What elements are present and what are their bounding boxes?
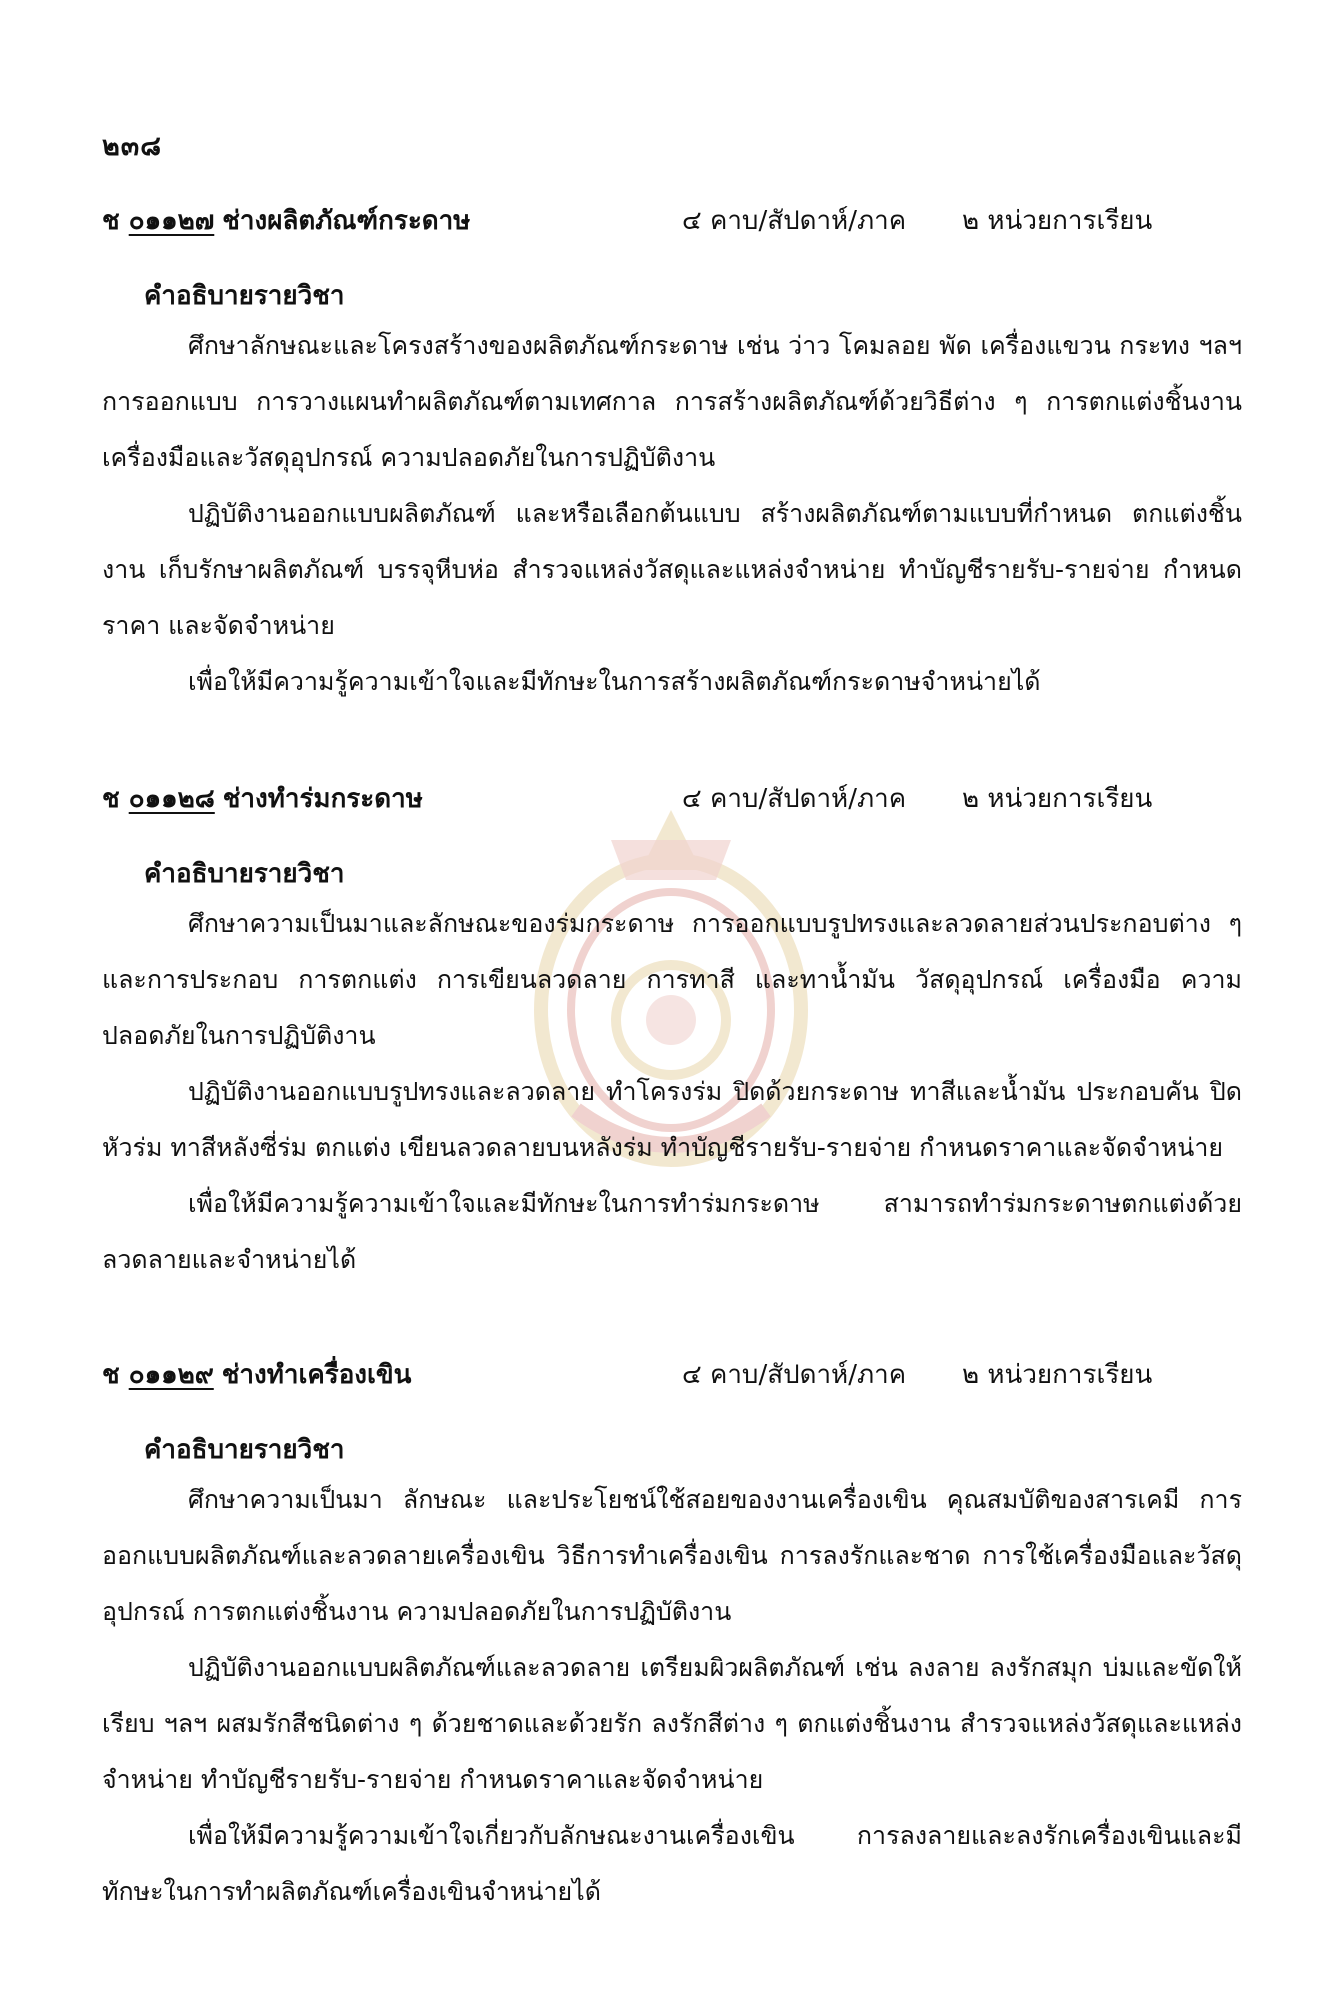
- description-paragraph: ปฏิบัติงานออกแบบรูปทรงและลวดลาย ทำโครงร่ม ปิดด้วยกระดาษ ทาสีและน้ำมัน ประกอบคัน ปิดหัวร่ม ทาสีหลังซี่ร่ม ตกแต่ง เขียนลวดลายบนหลังร่ม ทำบัญชีรายรับ-รายจ่าย กำหนดราคาและจัดจำหน่าย: [102, 1077, 1242, 1162]
- page-number: ๒๓๘: [102, 131, 163, 162]
- course-credits: ๒ หน่วยการเรียน: [962, 206, 1153, 236]
- course-block-2: [102, 778, 1242, 1288]
- description-paragraph: เพื่อให้มีความรู้ความเข้าใจและมีทักษะในการสร้างผลิตภัณฑ์กระดาษจำหน่ายได้: [188, 667, 1041, 696]
- course-code: ๐๑๑๒๗: [128, 206, 215, 236]
- description-paragraph: ปฏิบัติงานออกแบบผลิตภัณฑ์ และหรือเลือกต้นแบบ สร้างผลิตภัณฑ์ตามแบบที่กำหนด ตกแต่งชิ้นงาน เก็บรักษาผลิตภัณฑ์ บรรจุหีบห่อ สำรวจแหล่งวัสดุและแหล่งจำหน่าย ทำบัญชีรายรับ-รายจ่าย กำหนดราคา และจัดจำหน่าย: [102, 499, 1242, 640]
- course-credits: ๒ หน่วยการเรียน: [962, 1360, 1153, 1390]
- course-name: ช่างผลิตภัณฑ์กระดาษ: [222, 206, 471, 236]
- course-hours: ๔ คาบ/สัปดาห์/ภาค: [682, 784, 907, 814]
- course-name: ช่างทำเครื่องเขิน: [221, 1360, 412, 1390]
- course-code-prefix: ช: [102, 1360, 129, 1390]
- description-paragraph: ศึกษาความเป็นมาและลักษณะของร่มกระดาษ การออกแบบรูปทรงและลวดลายส่วนประกอบต่าง ๆ และการประกอบ การตกแต่ง การเขียนลวดลาย การทาสี และทาน้ำมัน วัสดุอุปกรณ์ เครื่องมือ ความปลอดภัยในการปฏิบัติงาน: [102, 909, 1242, 1050]
- description-title: คำอธิบายรายวิชา: [144, 1435, 345, 1465]
- description-paragraph: ศึกษาความเป็นมา ลักษณะ และประโยชน์ใช้สอยของงานเครื่องเขิน คุณสมบัติของสารเคมี การออกแบบผลิตภัณฑ์และลวดลายเครื่องเขิน วิธีการทำเครื่องเขิน การลงรักและชาด การใช้เครื่องมือและวัสดุอุปกรณ์ การตกแต่งชิ้นงาน ความปลอดภัยในการปฏิบัติงาน: [102, 1485, 1242, 1626]
- description-paragraph: เพื่อให้มีความรู้ความเข้าใจและมีทักษะในการทำร่มกระดาษ สามารถทำร่มกระดาษตกแต่งด้วยลวดลายและจำหน่ายได้: [102, 1189, 1242, 1274]
- course-name: ช่างทำร่มกระดาษ: [222, 784, 423, 814]
- course-hours: ๔ คาบ/สัปดาห์/ภาค: [682, 206, 907, 236]
- description-paragraph: ปฏิบัติงานออกแบบผลิตภัณฑ์และลวดลาย เตรียมผิวผลิตภัณฑ์ เช่น ลงลาย ลงรักสมุก บ่มและขัดให้เรียบ ฯลฯ ผสมรักสีชนิดต่าง ๆ ด้วยชาดและด้วยรัก ลงรักสีต่าง ๆ ตกแต่งชิ้นงาน สำรวจแหล่งวัสดุและแหล่งจำหน่าย ทำบัญชีรายรับ-รายจ่าย กำหนดราคาและจัดจำหน่าย: [102, 1653, 1242, 1794]
- course-heading: [102, 778, 1242, 822]
- description-title: คำอธิบายรายวิชา: [144, 281, 345, 311]
- course-code: ๐๑๑๒๙: [128, 1360, 214, 1390]
- course-hours: ๔ คาบ/สัปดาห์/ภาค: [682, 1360, 907, 1390]
- description-paragraph: ศึกษาลักษณะและโครงสร้างของผลิตภัณฑ์กระดาษ เช่น ว่าว โคมลอย พัด เครื่องแขวน กระทง ฯลฯ การออกแบบ การวางแผนทำผลิตภัณฑ์ตามเทศกาล การสร้างผลิตภัณฑ์ด้วยวิธีต่าง ๆ การตกแต่งชิ้นงาน เครื่องมือและวัสดุอุปกรณ์ ความปลอดภัยในการปฏิบัติงาน: [102, 331, 1242, 472]
- description-title: คำอธิบายรายวิชา: [144, 859, 345, 889]
- course-code-prefix: ช: [102, 784, 129, 814]
- course-code-prefix: ช: [102, 206, 129, 236]
- description-paragraph: เพื่อให้มีความรู้ความเข้าใจเกี่ยวกับลักษณะงานเครื่องเขิน การลงลายและลงรักเครื่องเขินและมีทักษะในการทำผลิตภัณฑ์เครื่องเขินจำหน่ายได้: [102, 1821, 1242, 1906]
- course-block-1: [102, 200, 1242, 710]
- course-credits: ๒ หน่วยการเรียน: [962, 784, 1153, 814]
- course-heading: [102, 200, 1242, 244]
- course-heading: [102, 1354, 1242, 1398]
- course-code: ๐๑๑๒๘: [128, 784, 215, 814]
- course-block-3: [102, 1354, 1242, 1920]
